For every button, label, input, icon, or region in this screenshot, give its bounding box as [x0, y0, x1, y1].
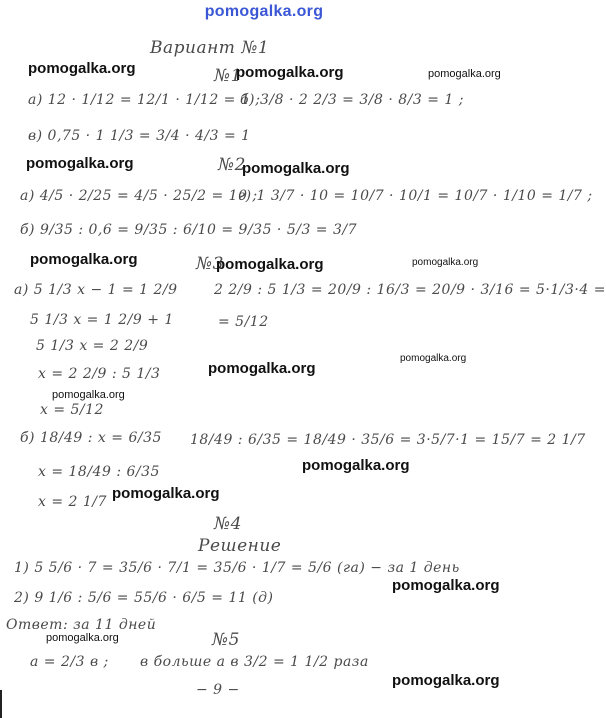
- task2-line-g: г) 1 3/7 · 10 = 10/7 · 10/1 = 10/7 · 1/10 = 1/7 ;: [238, 188, 593, 204]
- watermark: pomogalka.org: [392, 672, 500, 689]
- watermark: pomogalka.org: [46, 632, 119, 644]
- page-number: − 9 −: [196, 682, 240, 698]
- watermark: pomogalka.org: [412, 257, 479, 268]
- task1-line-a: а) 12 · 1/12 = 12/1 · 1/12 = 1 ;: [28, 92, 261, 108]
- task4-step1: 1) 5 5/6 · 7 = 35/6 · 7/1 = 35/6 · 1/7 = 5/6 (га) − за 1 день: [14, 560, 460, 576]
- task3-line-a3: 5 1/3 x = 2 2/9: [36, 338, 149, 354]
- task4-number: №4: [214, 514, 242, 534]
- task3-calc1-result: = 5/12: [218, 314, 269, 330]
- task4-step2: 2) 9 1/6 : 5/6 = 55/6 · 6/5 = 11 (д): [14, 590, 274, 606]
- task3-calc1: 2 2/9 : 5 1/3 = 20/9 : 16/3 = 20/9 · 3/16 = 5·1/3·4 =: [214, 282, 606, 298]
- task3-line-a1: а) 5 1/3 x − 1 = 1 2/9: [14, 282, 178, 298]
- watermark: pomogalka.org: [112, 485, 220, 502]
- task5-line-2: в больше а в 3/2 = 1 1/2 раза: [140, 654, 369, 670]
- watermark: pomogalka.org: [216, 256, 324, 273]
- task3-line-a2: 5 1/3 x = 1 2/9 + 1: [30, 312, 174, 328]
- watermark: pomogalka.org: [52, 389, 125, 401]
- task3-line-a4: x = 2 2/9 : 5 1/3: [38, 366, 161, 382]
- watermark: pomogalka.org: [208, 360, 316, 377]
- watermark: pomogalka.org: [28, 60, 136, 77]
- watermark: pomogalka.org: [428, 68, 501, 80]
- watermark: pomogalka.org: [400, 353, 467, 364]
- watermark: pomogalka.org: [392, 577, 500, 594]
- page-edge-mark: [0, 690, 2, 718]
- task4-answer: Ответ: за 11 дней: [6, 617, 157, 633]
- watermark: pomogalka.org: [242, 160, 350, 177]
- task3-line-a5: x = 5/12: [40, 402, 104, 418]
- task2-line-b: б) 9/35 : 0,6 = 9/35 : 6/10 = 9/35 · 5/3 = 3/7: [20, 222, 358, 238]
- task4-heading: Решение: [198, 536, 282, 556]
- variant-title: Вариант №1: [150, 38, 270, 58]
- watermark: pomogalka.org: [302, 457, 410, 474]
- watermark: pomogalka.org: [26, 155, 134, 172]
- task5-line-1: а = 2/3 в ;: [30, 654, 109, 670]
- task3-number: №3: [196, 254, 224, 274]
- task3-line-b3: x = 2 1/7: [38, 494, 107, 510]
- task1-line-b: б) 3/8 · 2 2/3 = 3/8 · 8/3 = 1 ;: [240, 92, 464, 108]
- watermark: pomogalka.org: [30, 251, 138, 268]
- top-watermark: pomogalka.org: [204, 3, 324, 20]
- task2-number: №2: [218, 155, 246, 175]
- watermark: pomogalka.org: [236, 64, 344, 81]
- task5-number: №5: [212, 630, 240, 650]
- task3-line-b2: x = 18/49 : 6/35: [38, 464, 160, 480]
- task2-line-a: а) 4/5 · 2/25 = 4/5 · 25/2 = 10 ;: [20, 188, 258, 204]
- task1-line-v: в) 0,75 · 1 1/3 = 3/4 · 4/3 = 1: [28, 128, 251, 144]
- task3-line-b1: б) 18/49 : x = 6/35: [20, 430, 162, 446]
- task1-number: №1: [214, 66, 242, 86]
- task3-calc2: 18/49 : 6/35 = 18/49 · 35/6 = 3·5/7·1 = 15/7 = 2 1/7: [190, 432, 586, 448]
